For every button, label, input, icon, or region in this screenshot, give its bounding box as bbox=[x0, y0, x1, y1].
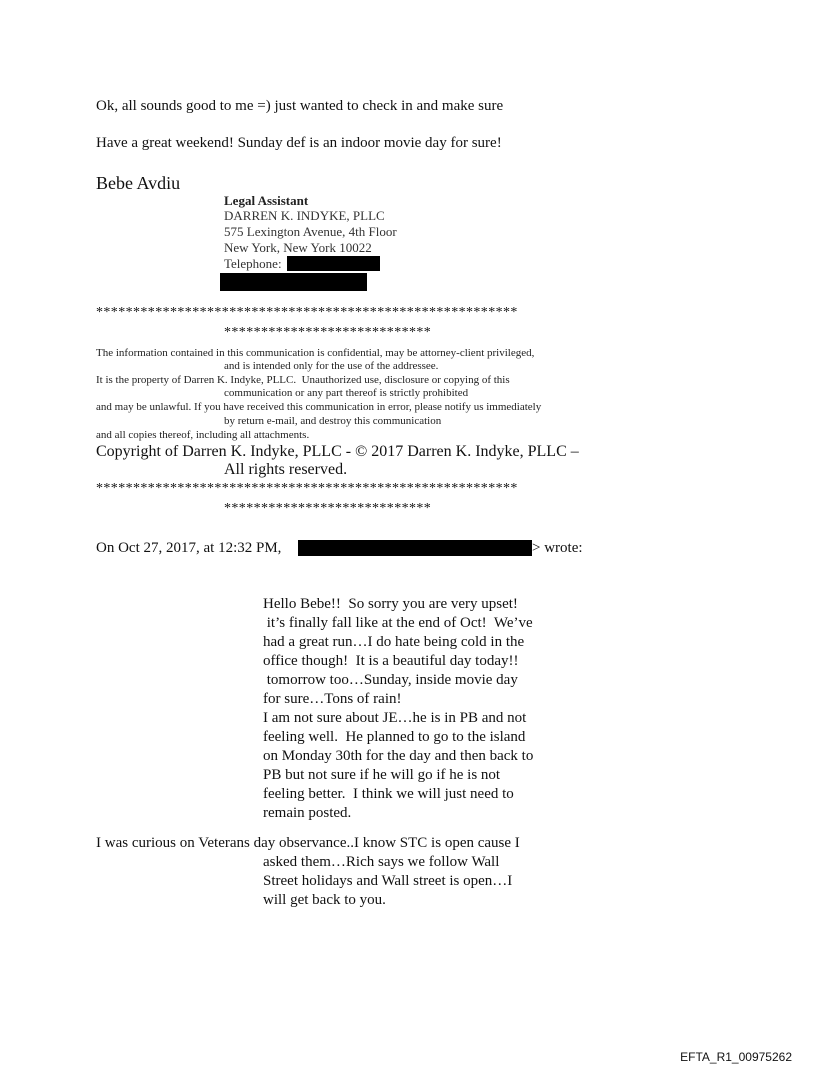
signature-address-1: 575 Lexington Avenue, 4th Floor bbox=[224, 224, 397, 239]
signature-name: Bebe Avdiu bbox=[96, 173, 181, 193]
disclaimer-line-7: and all copies thereof, including all attachments. bbox=[96, 429, 310, 441]
quoted-line-8: feeling well. He planned to go to the island bbox=[263, 729, 526, 745]
quoted-line-9: on Monday 30th for the day and then back to bbox=[263, 748, 534, 764]
copyright-line-2: All rights reserved. bbox=[224, 461, 348, 478]
signature-address-2: New York, New York 10022 bbox=[224, 240, 372, 255]
redaction-sender bbox=[298, 540, 532, 556]
quoted-line-12: remain posted. bbox=[263, 805, 352, 821]
veterans-line-1: I was curious on Veterans day observance..I know STC is open cause I bbox=[96, 835, 520, 851]
reply-line-1: Ok, all sounds good to me =) just wanted to check in and make sure bbox=[96, 98, 504, 114]
signature-title: Legal Assistant bbox=[224, 193, 309, 208]
quoted-line-6: for sure…Tons of rain! bbox=[263, 691, 402, 707]
quoted-line-10: PB but not sure if he will go if he is not bbox=[263, 767, 501, 783]
disclaimer-line-3: It is the property of Darren K. Indyke, PLLC. Unauthorized use, disclosure or copying of this bbox=[96, 374, 510, 386]
stars-divider-bottom-2: **************************** bbox=[224, 501, 432, 516]
signature-firm: DARREN K. INDYKE, PLLC bbox=[224, 208, 385, 223]
document-id: EFTA_R1_00975262 bbox=[680, 1050, 792, 1064]
quoted-line-7: I am not sure about JE…he is in PB and not bbox=[263, 710, 527, 726]
quoted-header-prefix: On Oct 27, 2017, at 12:32 PM, bbox=[96, 540, 282, 556]
disclaimer-line-1: The information contained in this communication is confidential, may be attorney-client privileged, bbox=[96, 347, 535, 359]
quoted-line-11: feeling better. I think we will just need to bbox=[263, 786, 514, 802]
quoted-line-3: had a great run…I do hate being cold in the bbox=[263, 634, 525, 650]
quoted-line-2: it’s finally fall like at the end of Oct! We’ve bbox=[263, 615, 533, 631]
veterans-line-3: Street holidays and Wall street is open…I bbox=[263, 873, 513, 889]
veterans-line-4: will get back to you. bbox=[263, 892, 386, 908]
disclaimer-line-5: and may be unlawful. If you have received this communication in error, please notify us immediately bbox=[96, 401, 542, 413]
stars-divider-top-2: **************************** bbox=[224, 325, 432, 340]
redaction-email bbox=[220, 273, 367, 291]
redaction-telephone bbox=[287, 256, 380, 271]
copyright-line-1: Copyright of Darren K. Indyke, PLLC - © 2017 Darren K. Indyke, PLLC – bbox=[96, 443, 579, 460]
quoted-header-suffix: > wrote: bbox=[532, 540, 583, 556]
quoted-line-4: office though! It is a beautiful day today!! bbox=[263, 653, 519, 669]
stars-divider-bottom-1: ********************************************************* bbox=[96, 481, 518, 496]
signature-telephone-label: Telephone: bbox=[224, 256, 282, 271]
disclaimer-line-4: communication or any part thereof is strictly prohibited bbox=[224, 387, 469, 399]
quoted-line-5: tomorrow too…Sunday, inside movie day bbox=[263, 672, 518, 688]
quoted-line-1: Hello Bebe!! So sorry you are very upset! bbox=[263, 596, 518, 612]
veterans-line-2: asked them…Rich says we follow Wall bbox=[263, 854, 500, 870]
stars-divider-top-1: ********************************************************* bbox=[96, 305, 518, 320]
disclaimer-line-6: by return e-mail, and destroy this communication bbox=[224, 415, 442, 427]
reply-line-2: Have a great weekend! Sunday def is an indoor movie day for sure! bbox=[96, 135, 502, 151]
disclaimer-line-2: and is intended only for the use of the addressee. bbox=[224, 360, 439, 372]
